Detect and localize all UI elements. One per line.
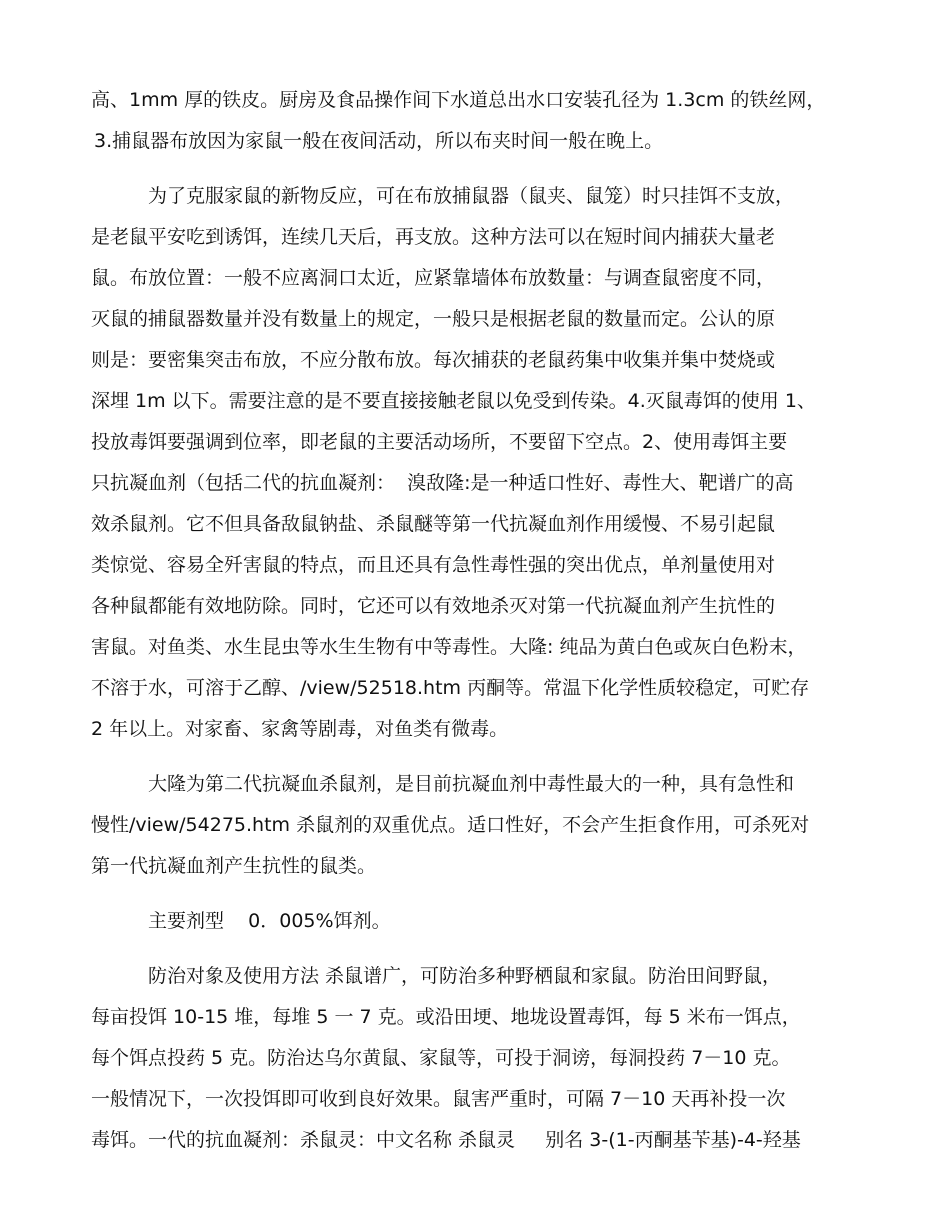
text-line: 第一代抗凝血剂产生抗性的鼠类。 [91,855,377,877]
text-line: 主要剂型 0．005%饵剂。 [148,910,391,932]
text-line: 害鼠。对鱼类、水生昆虫等水生生物有中等毒性。大隆: 纯品为黄白色或灰白色粉末， [91,636,807,658]
text-line: 慢性/view/54275.htm 杀鼠剂的双重优点。适口性好，不会产生拒食作用，可杀死对 [91,814,810,836]
text-line: 类惊觉、容易全歼害鼠的特点，而且还具有急性毒性强的突出优点，单剂量使用对 [91,554,776,576]
text-line: 则是：要密集突击布放，不应分散布放。每次捕获的老鼠药集中收集并集中焚烧或 [91,349,776,371]
text-line: 防治对象及使用方法 杀鼠谱广，可防治多种野栖鼠和家鼠。防治田间野鼠， [148,965,782,987]
text-line: 各种鼠都能有效地防除。同时，它还可以有效地杀灭对第一代抗凝血剂产生抗性的 [91,595,776,617]
text-line: 只抗凝血剂（包括二代的抗血凝剂： 溴敌隆:是一种适口性好、毒性大、靶谱广的高 [91,472,794,494]
text-line: 不溶于水，可溶于乙醇、/view/52518.htm 丙酮等。常温下化学性质较稳定，可贮存 [91,677,810,699]
text-line: 是老鼠平安吃到诱饵，连续几天后，再支放。这种方法可以在短时间内捕获大量老 [91,226,776,248]
text-line: 每亩投饵 10-15 堆，每堆 5 一 7 克。或沿田埂、地垅设置毒饵，每 5 米布一饵点， [91,1006,801,1028]
text-line: 灭鼠的捕鼠器数量并没有数量上的规定，一般只是根据老鼠的数量而定。公认的原 [91,308,776,330]
text-line: 鼠。布放位置：一般不应离洞口太近，应紧靠墙体布放数量：与调查鼠密度不同， [91,267,776,289]
text-line: 每个饵点投药 5 克。防治达乌尔黄鼠、家鼠等，可投于洞谤，每洞投药 7－10 克。 [91,1047,791,1069]
text-line: 深埋 1m 以下。需要注意的是不要直接接触老鼠以免受到传染。4.灭鼠毒饵的使用 1、 [91,390,816,412]
text-line: 为了克服家鼠的新物反应，可在布放捕鼠器（鼠夹、鼠笼）时只挂饵不支放， [148,185,795,207]
text-line: 2 年以上。对家畜、家禽等剧毒，对鱼类有微毒。 [91,718,509,740]
text-line: 高、1mm 厚的铁皮。厨房及食品操作间下水道总出水口安装孔径为 1.3cm 的铁丝网， [91,89,826,111]
text-line: 投放毒饵要强调到位率，即老鼠的主要活动场所，不要留下空点。2、使用毒饵主要 [91,431,788,453]
text-line: 大隆为第二代抗凝血杀鼠剂，是目前抗凝血剂中毒性最大的一种，具有急性和 [148,773,795,795]
text-line: 3.捕鼠器布放因为家鼠一般在夜间活动，所以布夹时间一般在晚上。 [94,130,664,152]
text-line: 毒饵。一代的抗血凝剂：杀鼠灵：中文名称 杀鼠灵 别名 3-(1-丙酮基苄基)-4-羟基 [91,1129,801,1151]
text-line: 一般情况下，一次投饵即可收到良好效果。鼠害严重时，可隔 7－10 天再补投一次 [91,1088,786,1110]
text-line: 效杀鼠剂。它不但具备敌鼠钠盐、杀鼠醚等第一代抗凝血剂作用缓慢、不易引起鼠 [91,513,776,535]
